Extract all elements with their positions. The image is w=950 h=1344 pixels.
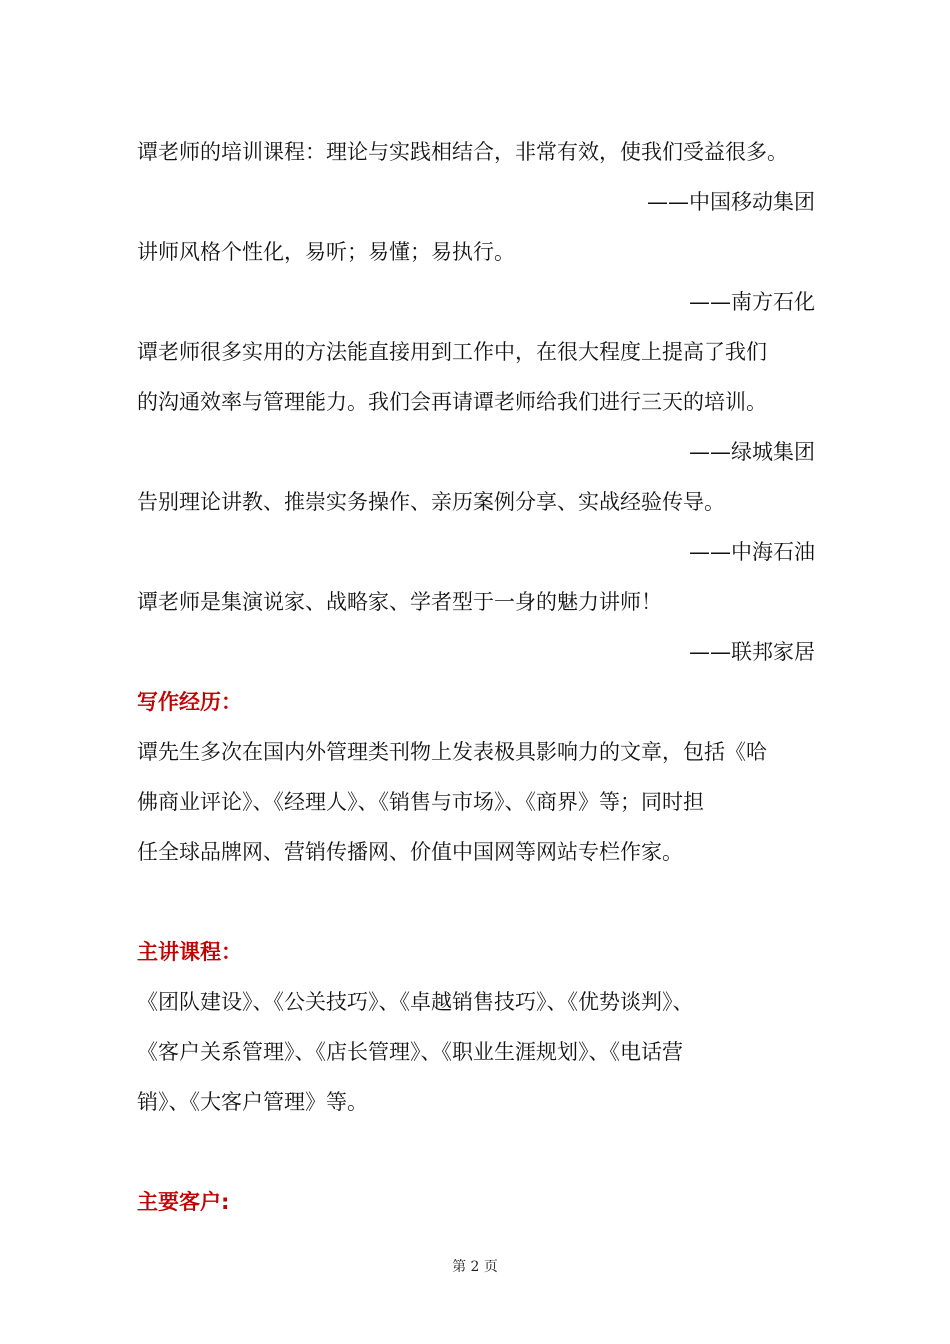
testimonial-text: 谭老师的培训课程：理论与实践相结合，非常有效，使我们受益很多。 [137,140,788,164]
testimonial-4 [137,477,815,577]
testimonial-source: ——绿城集团 [689,440,815,464]
blank-line [137,1127,815,1177]
testimonial-text: 谭老师很多实用的方法能直接用到工作中，在很大程度上提高了我们 [137,340,767,364]
clients-heading: 主要客户: [137,1190,230,1214]
writing-text: 谭先生多次在国内外管理类刊物上发表极具影响力的文章，包括《哈 [137,740,767,764]
testimonial-5 [137,577,815,677]
testimonial-source: ——中国移动集团 [647,190,815,214]
writing-text: 任全球品牌网、营销传播网、价值中国网等网站专栏作家。 [137,840,683,864]
courses-text: 《团队建设》、《公关技巧》、《卓越销售技巧》、《优势谈判》、 [137,990,694,1014]
testimonial-text: 谭老师是集演说家、战略家、学者型于一身的魅力讲师！ [137,590,662,614]
testimonial-3 [137,327,815,477]
document-body [137,127,815,1227]
clients-section [137,1177,815,1227]
courses-section [137,927,815,1127]
testimonial-source: ——联邦家居 [689,640,815,664]
testimonial-2 [137,227,815,327]
writing-text: 佛商业评论》、《经理人》、《销售与市场》、《商界》等；同时担 [137,790,704,814]
testimonial-text: 的沟通效率与管理能力。我们会再请谭老师给我们进行三天的培训。 [137,390,767,414]
blank-line [137,877,815,927]
courses-text: 《客户关系管理》、《店长管理》、《职业生涯规划》、《电话营 [137,1040,683,1064]
testimonial-text: 讲师风格个性化，易听；易懂；易执行。 [137,240,515,264]
writing-heading: 写作经历： [137,690,242,714]
testimonial-source: ——南方石化 [689,290,815,314]
testimonial-source: ——中海石油 [689,540,815,564]
courses-text: 销》、《大客户管理》等。 [137,1090,368,1114]
courses-heading: 主讲课程： [137,940,242,964]
page-number: 第 2 页 [452,1259,498,1275]
testimonial-text: 告别理论讲教、推崇实务操作、亲历案例分享、实战经验传导。 [137,490,725,514]
writing-section [137,677,815,877]
testimonial-1 [137,127,815,227]
